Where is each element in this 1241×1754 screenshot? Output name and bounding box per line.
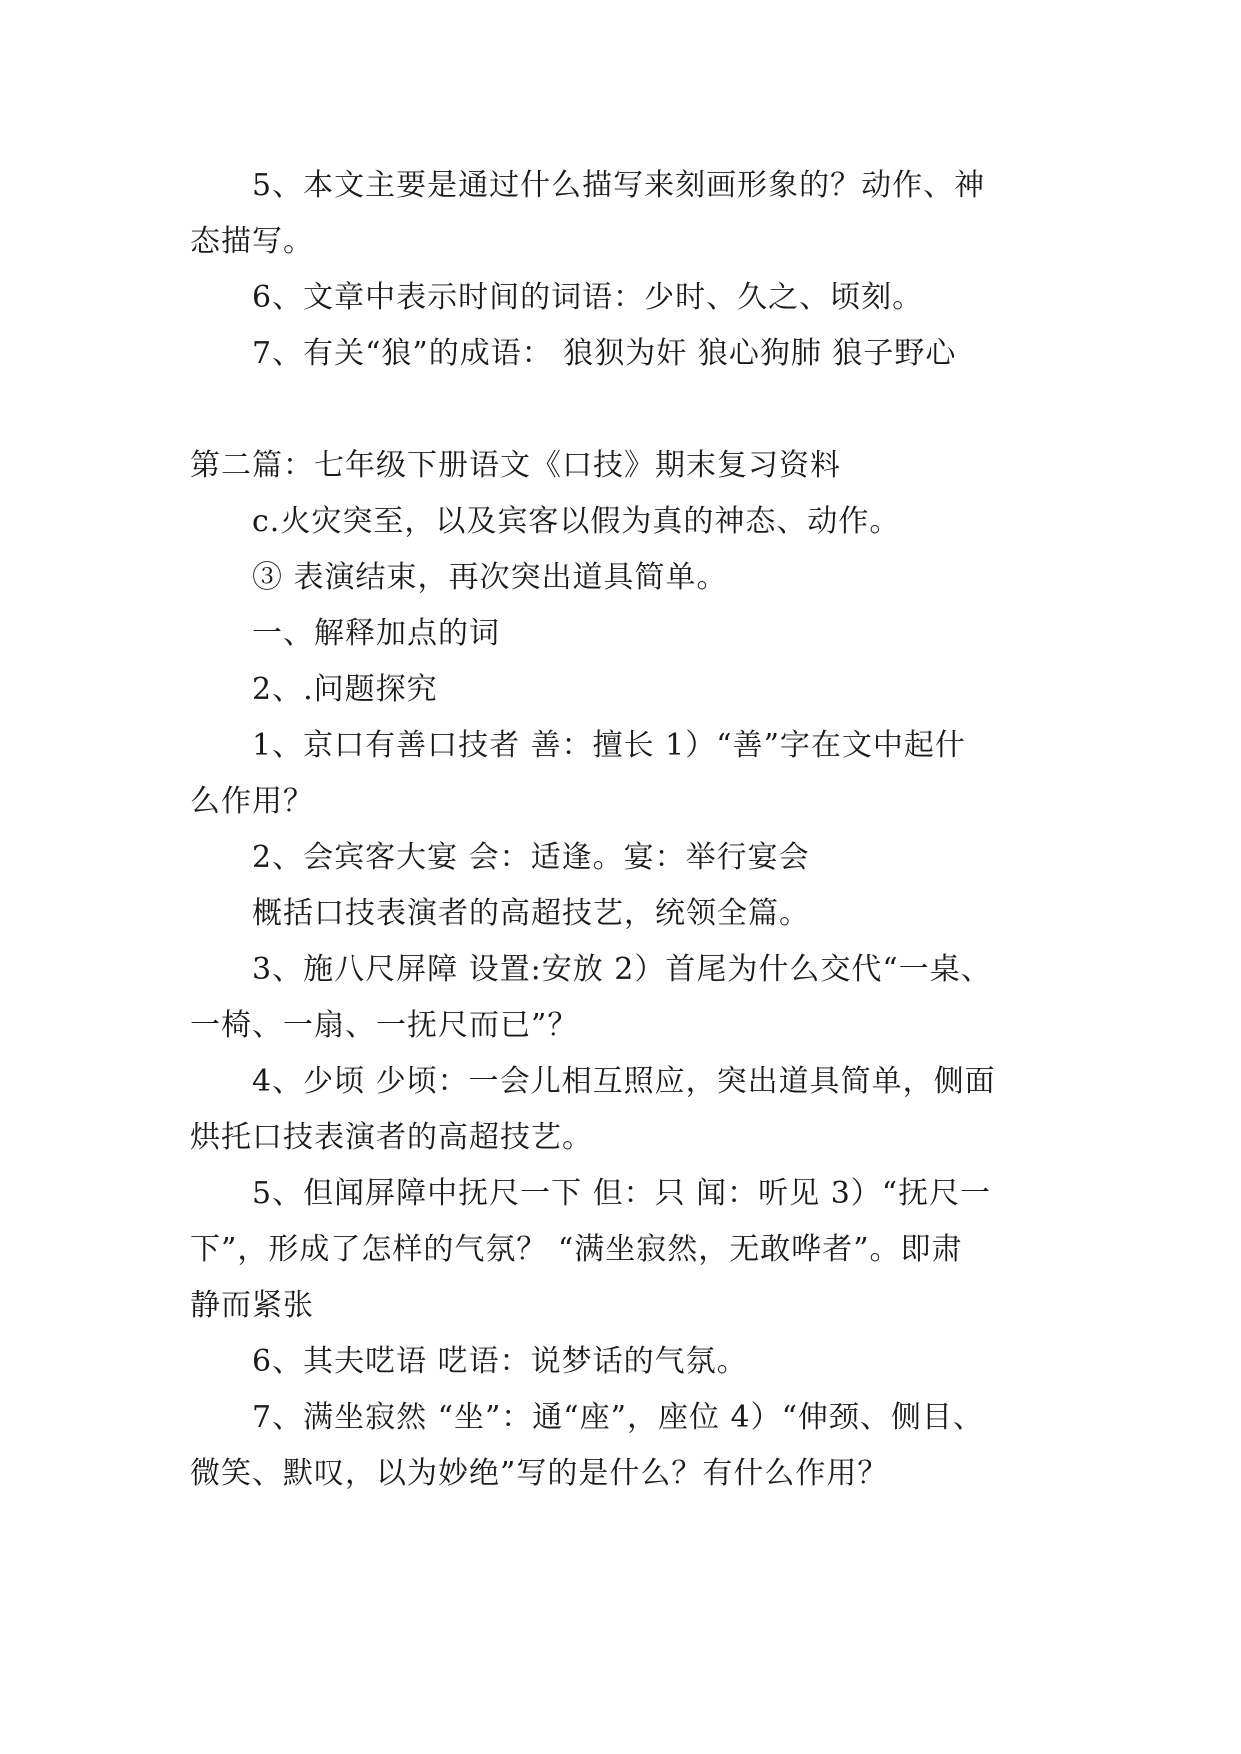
text-line: 烘托口技表演者的高超技艺。	[190, 1120, 593, 1155]
text-line: 3、施八尺屏障 设置:安放 2）首尾为什么交代“一桌、	[252, 952, 992, 987]
text-line: 5、本文主要是通过什么描写来刻画形象的？动作、神	[252, 168, 986, 203]
text-line: 态描写。	[190, 224, 314, 259]
text-line: 一椅、一扇、一抚尺而已”？	[190, 1008, 579, 1043]
text-line: 概括口技表演者的高超技艺，统领全篇。	[252, 896, 810, 931]
text-line: 1、京口有善口技者 善：擅长 1）“善”字在文中起什	[252, 728, 966, 763]
text-line: 7、满坐寂然 “坐”：通“座”，座位 4）“伸颈、侧目、	[252, 1400, 984, 1435]
text-line: 5、但闻屏障中抚尺一下 但：只 闻：听见 3）“抚尺一	[252, 1176, 992, 1211]
section-heading: 第二篇：七年级下册语文《口技》期末复习资料	[190, 448, 841, 483]
text-line: 6、文章中表示时间的词语：少时、久之、顷刻。	[252, 280, 924, 315]
document-page	[190, 0, 1070, 1754]
text-line: c.火灾突至，以及宾客以假为真的神态、动作。	[252, 504, 901, 539]
text-line: 下”，形成了怎样的气氛？ “满坐寂然，无敢哗者”。即肃	[190, 1232, 963, 1267]
text-line: 微笑、默叹，以为妙绝”写的是什么？有什么作用？	[190, 1456, 889, 1491]
text-line: 么作用？	[190, 784, 314, 819]
text-line: 一、解释加点的词	[252, 616, 500, 651]
text-line: 2、.问题探究	[252, 672, 438, 707]
text-line: 静而紧张	[190, 1288, 314, 1323]
text-line: 7、有关“狼”的成语： 狼狈为奸 狼心狗肺 狼子野心	[252, 336, 957, 371]
text-line: 2、会宾客大宴 会：适逢。宴：举行宴会	[252, 840, 810, 875]
text-line: 6、其夫呓语 呓语：说梦话的气氛。	[252, 1344, 748, 1379]
text-line: 4、少顷 少顷：一会儿相互照应，突出道具简单，侧面	[252, 1064, 996, 1099]
text-line: ③ 表演结束，再次突出道具简单。	[252, 560, 728, 595]
